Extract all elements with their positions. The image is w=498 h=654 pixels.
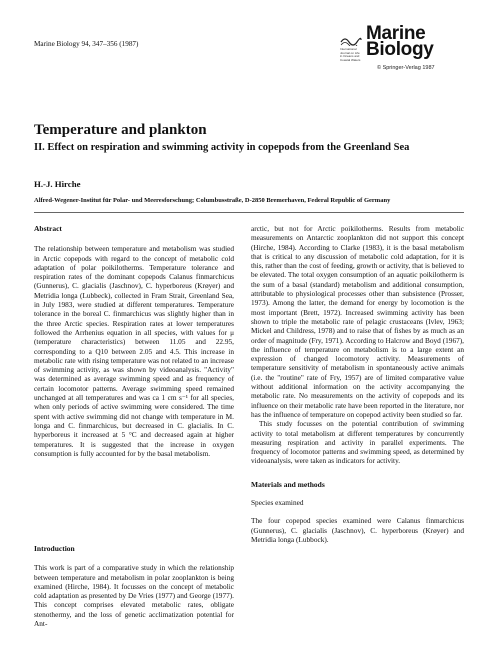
article-title: Temperature and plankton xyxy=(34,122,207,138)
introduction-section xyxy=(34,544,234,628)
journal-citation: Marine Biology 94, 347–356 (1987) xyxy=(34,40,139,48)
author-affiliation: Alfred-Wegener-Institut für Polar- und Meeresforschung; Columbusstraße, D-2850 Bremerhaven, Federal Republic of Germany xyxy=(34,197,391,204)
study-focus-paragraph: This study focusses on the potential contribution of swimming activity to total metabolism at different temperatures by concurrently measuring respiration and activity in parallel experiments. The frequency of locomotor patterns and swimming speed, as determined by videoanalysis, were taken as indicators for activity. xyxy=(251,419,464,466)
abstract-text: The relationship between temperature and metabolism was studied in Arctic copepods with regard to the concept of metabolic cold adaptation of polar poikilotherms. Temperature tolerance and respiration rates of the dominant copepods Calanus finmarchicus (Gunnerus), C. glacialis (Jaschnov), C. hyperboreus (Krøyer) and Metridia longa (Lubbeck), collected in Fram Strait, Greenland Sea, in July 1983, were studied at different temperatures. Temperature tolerance in the boreal C. finmarchicus was slightly higher than in the three Arctic species. Respiration rates at lower temperatures followed the Arrhenius equation in all species, with values for μ (temperature characteristics) between 11.05 and 22.95, corresponding to a Q10 between 2.05 and 4.5. This increase in metabolic rate with rising temperature was not related to an increase of swimming activity, as was shown by videoanalysis. "Activity" was determined as average swimming speed and as frequency of certain locomotor patterns. Average swimming speed remained unchanged at all temperatures and was ca 1 cm s⁻¹ for all species, when only periods of active swimming were considered. The time spent with active swimming did not change with temperature in M. longa and C. finmarchicus, but decreased in C. glacialis. In C. hyperboreus it increased at 5 °C and decreased again at higher temperatures. It is suggested that the increase in oxygen consumption is fully accounted for by the basal metabolism. xyxy=(34,244,234,458)
introduction-heading: Introduction xyxy=(34,544,75,553)
abstract-section xyxy=(34,224,234,458)
journal-emblem-icon xyxy=(340,34,362,46)
logo-line-2: Biology xyxy=(366,39,434,60)
abstract-heading: Abstract xyxy=(34,224,62,233)
logo-line-1: Marine xyxy=(366,23,426,44)
journal-logo xyxy=(340,23,465,78)
author-name: H.-J. Hirche xyxy=(34,179,81,189)
methods-heading: Materials and methods xyxy=(251,479,325,489)
logo-title xyxy=(366,23,434,60)
copyright-notice: © Springer-Verlag 1987 xyxy=(377,65,435,71)
article-subtitle: II. Effect on respiration and swimming activity in copepods from the Greenland Sea xyxy=(34,142,410,153)
title-divider xyxy=(34,212,464,213)
species-text: The four copepod species examined were Calanus finmarchicus (Gunnerus), C. glacialis (Jaschnov), C. hyperboreus (Krøyer) and Metridia longa (Lubbock). xyxy=(251,516,464,544)
introduction-text: This work is part of a comparative study in which the relationship between temperature and metabolism in polar zooplankton is being examined (Hirche, 1984). It focusses on the concept of metabolic cold adaptation as presented by De Vries (1977) and George (1977). This concept comprises elevated metabolic rates, obligate stenothermy, and the loss of genetic acclimatization potential for Ant- xyxy=(34,563,234,629)
intro-continued-paragraph: arctic, but not for Arctic poikilotherms. Results from metabolic measurements on Antarctic zooplankton did not support this concept (Hirche, 1984). According to Clarke (1983), it is the basal metabolism that is critical to any discussion of metabolic cold adaptation, for it is this, rather than the cost of feeding, growth or activity, that is believed to be elevated. The total oxygen consumption of an aquatic poikilotherm is the sum of a basal (standard) metabolism and additional consumption, attributable to physiological processes other than subsistence (Prosser, 1973). Among the latter, the demand for energy by locomotion is the most important (Brett, 1972). Increased swimming activity has been shown to triple the metabolic rate of pelagic crustaceans (Ivlev, 1963; Mickel and Childress, 1978) and to raise that of fishes by as much as an order of magnitude (Fry, 1971). According to Halcrow and Boyd (1967), the influence of temperature on metabolism is to a large extent an expression of changed locomotory activity. Measurements of temperature sensitivity of metabolism in spontaneously active animals (i.e. the "routine" rate of Fry, 1957) are of limited comparative value without additional information on the activity accompanying the metabolic rate. No measurements on the activity of copepods and its influence on their metabolic rate have been reported in the literature, nor has the influence of temperature on copepod activity been studied so far. xyxy=(251,224,464,419)
logo-small-text: International Journal on Life in Oceans and Coastal Waters xyxy=(340,47,361,62)
right-column xyxy=(251,224,464,544)
species-subheading: Species examined xyxy=(251,498,304,508)
